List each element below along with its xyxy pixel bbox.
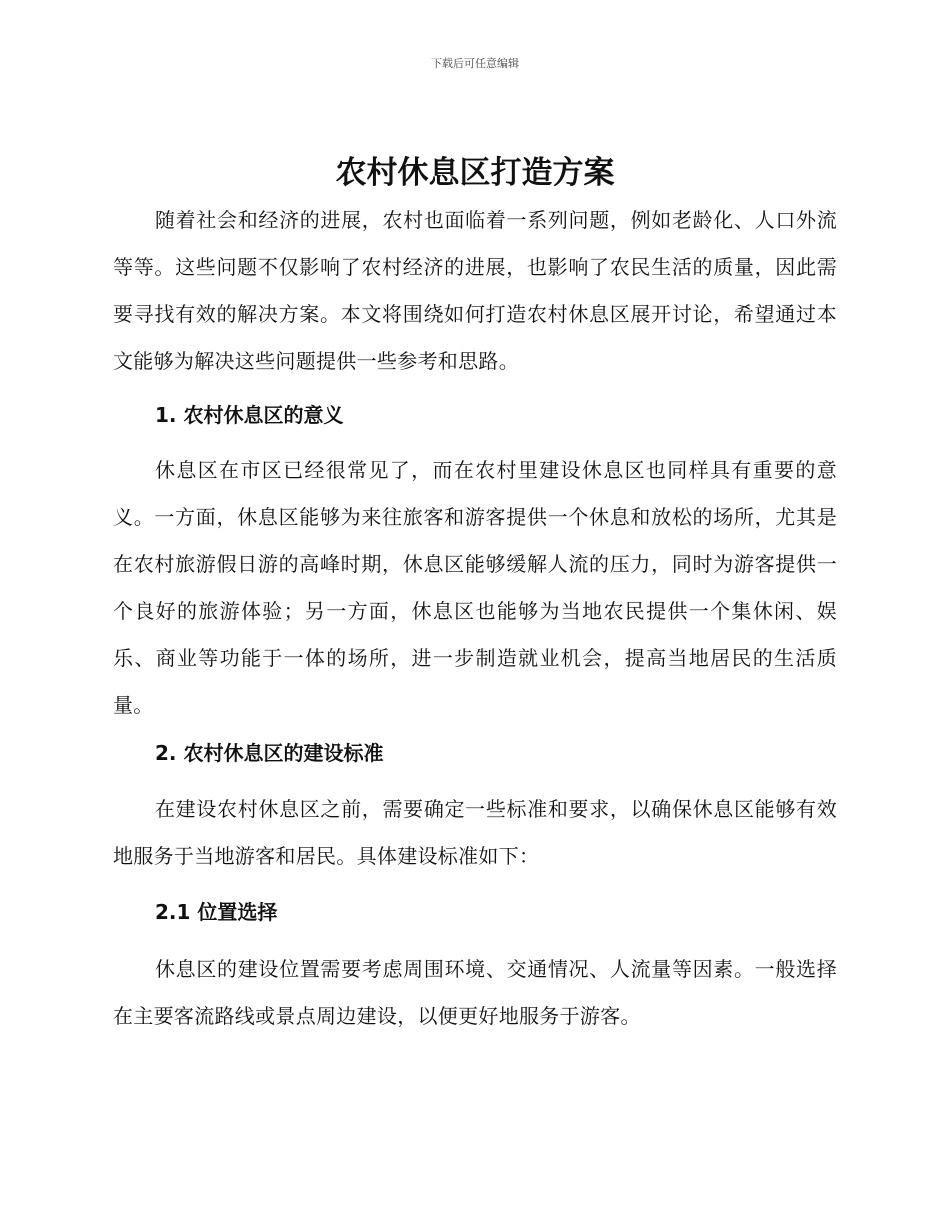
section-heading-2: 2. 农村休息区的建设标准 bbox=[155, 741, 384, 765]
section-heading-1: 1. 农村休息区的意义 bbox=[155, 403, 344, 427]
intro-paragraph: 随着社会和经济的进展，农村也面临着一系列问题，例如老龄化、人口外流等等。这些问题不仅影响了农村经济的进展，也影响了农民生活的质量，因此需要寻找有效的解决方案。本文将围绕如何打造农村休息区展开讨论，希望通过本文能够为解决这些问题提供一些参考和思路。 bbox=[113, 208, 837, 373]
section-body-1: 休息区在市区已经很常见了，而在农村里建设休息区也同样具有重要的意义。一方面，休息区能够为来往旅客和游客提供一个休息和放松的场所，尤其是在农村旅游假日游的高峰时期，休息区能够缓解人流的压力，同时为游客提供一个良好的旅游体验；另一方面，休息区也能够为当地农民提供一个集休闲、娱乐、商业等功能于一体的场所，进一步制造就业机会，提高当地居民的生活质量。 bbox=[113, 458, 837, 717]
document-title: 农村休息区打造方案 bbox=[335, 155, 615, 191]
header-note: 下载后可任意编辑 bbox=[431, 57, 519, 70]
section-body-2: 在建设农村休息区之前，需要确定一些标准和要求，以确保休息区能够有效地服务于当地游客和居民。具体建设标准如下： bbox=[113, 797, 837, 868]
section-body-2-1: 休息区的建设位置需要考虑周围环境、交通情况、人流量等因素。一般选择在主要客流路线或景点周边建设，以便更好地服务于游客。 bbox=[113, 957, 837, 1028]
section-heading-2-1: 2.1 位置选择 bbox=[155, 900, 278, 924]
